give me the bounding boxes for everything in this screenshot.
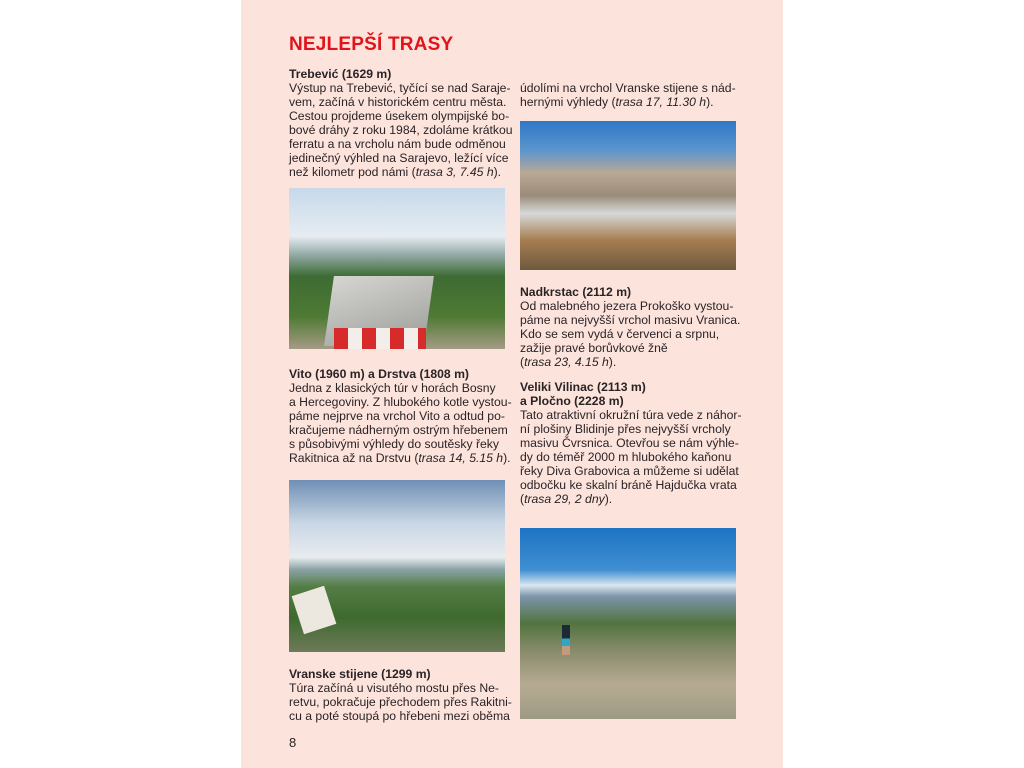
photo-vranske-stijene (520, 121, 736, 270)
line-text: Jedna z klasických túr v horách Bosny (289, 381, 496, 395)
line-text: zažije pravé borůvkové žně (520, 341, 668, 355)
body-line (520, 464, 740, 478)
body-line (520, 81, 740, 95)
body-line (289, 395, 512, 409)
body-line (520, 299, 740, 313)
body-line (520, 422, 740, 436)
body-line (289, 695, 512, 709)
photo-veliki-vilinac (520, 528, 736, 719)
line-text: Rakitnica až na Drstvu (289, 451, 411, 465)
body-line (289, 437, 509, 451)
route-heading: Vranske stijene (1299 m) (289, 667, 431, 681)
body-line (289, 95, 509, 109)
route-vranske-stijene-cont (520, 81, 740, 109)
trail-info: trasa 14, 5.15 h (418, 451, 504, 465)
route-heading: Vito (1960 m) a Drstva (1808 m) (289, 367, 469, 381)
line-text: bové dráhy z roku 1984, zdoláme krátkou (289, 123, 513, 137)
body-line (289, 151, 509, 165)
route-trebevic (289, 67, 513, 179)
body-line (289, 137, 509, 151)
body-line (289, 681, 509, 695)
page-number: 8 (289, 735, 297, 750)
line-text: Výstup na Trebević, tyčící se nad Saraje- (289, 81, 511, 95)
route-nadkrstac (520, 285, 740, 369)
photo-trebevic (289, 188, 505, 349)
line-text: vem, začíná v historickém centru města. (289, 95, 507, 109)
line-text: Tato atraktivní okružní túra vede z náhor- (520, 408, 742, 422)
line-text: masivu Čvrsnica. Otevřou se nám výhle- (520, 436, 739, 450)
trail-info: trasa 23, 4.15 h (524, 355, 609, 369)
line-text: páme nejprve na vrchol Vito a odtud po- (289, 409, 505, 423)
body-line (289, 123, 513, 137)
body-line (289, 409, 509, 423)
body-line: (trasa 23, 4.15 h). (520, 355, 617, 369)
body-line (289, 109, 509, 123)
body-line (520, 327, 740, 341)
body-line (289, 81, 509, 95)
body-line: hernými výhledy (trasa 17, 11.30 h). (520, 95, 714, 109)
line-text: kračujeme nádherným ostrým hřebenem (289, 423, 508, 437)
body-line (520, 313, 740, 327)
route-heading: a Pločno (2228 m) (520, 394, 624, 408)
line-text: dy do téměř 2000 m hlubokého kaňonu (520, 450, 732, 464)
line-text: jedinečný výhled na Sarajevo, ležící více (289, 151, 509, 165)
line-text: cu a poté stoupá po hřebeni mezi oběma (289, 709, 510, 723)
line-text: odbočku ke skalní bráně Hajdučka vrata (520, 478, 737, 492)
body-line (520, 478, 740, 492)
body-line (520, 341, 740, 355)
line-text: retvu, pokračuje přechodem přes Rakitni- (289, 695, 512, 709)
trail-info: trasa 29, 2 dny (524, 492, 605, 506)
line-text: Od malebného jezera Prokoško vystou- (520, 299, 734, 313)
body-line (289, 381, 509, 395)
body-line (289, 709, 509, 723)
route-vito-drstva (289, 367, 512, 465)
route-vranske-stijene (289, 667, 512, 723)
route-heading: Trebević (1629 m) (289, 67, 392, 81)
route-heading: Nadkrstac (2112 m) (520, 285, 632, 299)
line-text: údolími na vrchol Vranske stijene s nád- (520, 81, 736, 95)
line-text: řeky Diva Grabovica a můžeme si udělat (520, 464, 739, 478)
line-text: ferratu a na vrcholu nám bude odměnou (289, 137, 506, 151)
line-text: Túra začíná u visutého mostu přes Ne- (289, 681, 499, 695)
line-text: s působivými výhledy do soutěsky řeky (289, 437, 499, 451)
line-text: a Hercegoviny. Z hlubokého kotle vystou- (289, 395, 512, 409)
body-line: (trasa 29, 2 dny). (520, 492, 613, 506)
route-veliki-vilinac (520, 380, 740, 506)
body-line (289, 423, 509, 437)
line-text: hernými výhledy (520, 95, 609, 109)
body-line (520, 450, 740, 464)
line-text: ní plošiny Blidinje přes nejvyšší vrcholy (520, 422, 731, 436)
route-heading: Veliki Vilinac (2113 m) (520, 380, 646, 394)
line-text: páme na nejvyšší vrchol masivu Vranica. (520, 313, 741, 327)
body-line (520, 436, 740, 450)
body-line: Rakitnica až na Drstvu (trasa 14, 5.15 h). (289, 451, 511, 465)
body-line (520, 408, 740, 422)
page-title: NEJLEPŠÍ TRASY (289, 34, 454, 55)
body-line: než kilometr pod námi (trasa 3, 7.45 h). (289, 165, 502, 179)
line-text: Kdo se sem vydá v červenci a srpnu, (520, 327, 720, 341)
trail-info: trasa 17, 11.30 h (615, 95, 707, 109)
line-text: než kilometr pod námi (289, 165, 409, 179)
line-text: Cestou projdeme úsekem olympijské bo- (289, 109, 510, 123)
photo-vito (289, 480, 505, 652)
trail-info: trasa 3, 7.45 h (415, 165, 494, 179)
